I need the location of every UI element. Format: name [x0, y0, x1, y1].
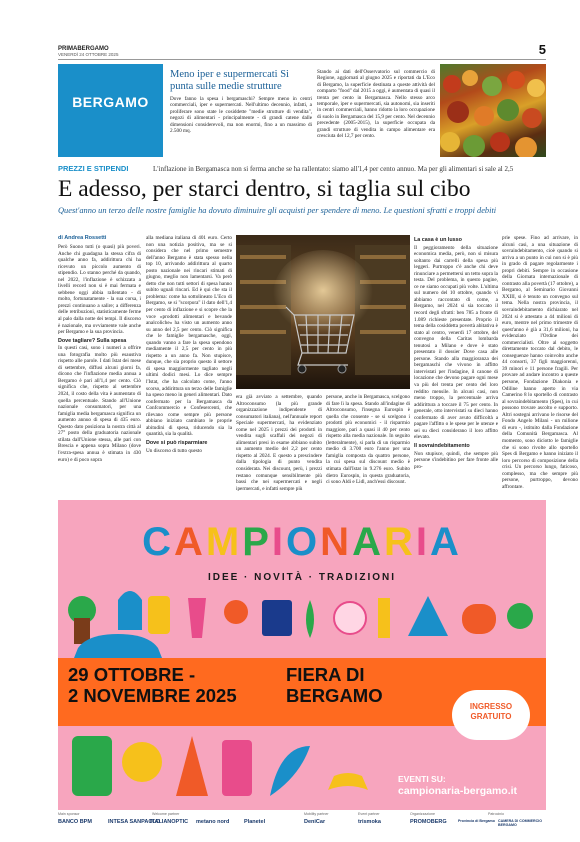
sponsor-logo: ITALIANOPTIC: [150, 819, 189, 825]
article-column-5: [414, 235, 498, 470]
article-column-2: [146, 235, 232, 454]
ad-events-label: EVENTI SU:: [398, 774, 446, 784]
sponsor-category: Welcome partner: [152, 812, 180, 816]
sponsor-logo: DeniCar: [304, 819, 326, 825]
guitar-illustration: [334, 602, 366, 634]
paragraph: Però Suono tutti (o quasi) più poveri. Anche chi guadagna la stessa cifra di qualche anno fa, addirittura chi ha ricevuto un piccolo aumento di stipendio. Lo stanno perché da quando, nel 2022, l'inflazione è schizzata a livelli record non si è mai fermata e sebbene oggi abbia rallentato - di molto, fortunatamente - la sua corsa, i prezzi continuano a salire; a differenza delle retribuzioni, statisticamente ferme al palo dalla notte dei tempi. Il discorso è nazionale, ma ovviamente vale anche per Bergamo e la sua provincia.: [58, 244, 141, 336]
lamp-illustration: [118, 591, 142, 630]
free-entry-line-1: INGRESSO: [469, 702, 513, 711]
campionaria-advertisement[interactable]: [58, 500, 546, 810]
paragraph: In questi casi, sono i numeri a offrire una fotografia molto più esaustiva rispetto alle parole. I dati Istat dei mese di settembre, diffusi alcuni giorni fa, dicono che l'inflazione media annua a Bergamo è pari all'1,4 per cento. Ciò significa che, rispetto al settembre 2024, il costo della vita è aumentato di quella percentuale. Stando all'Unione nazionale consumatori, per una famiglia media bergamasca significa un aumento annuo di spesa di 435 euro. Questo dato posiziona la nostra città al 27° posto della graduatoria nazionale stilata dall'Unione stessa, alle pari con Brescia e appena sopra Milano (dove l'extra-spesa annua è stimata in 430 euro) e di poco sopra: [58, 345, 141, 463]
bag-illustration: [462, 604, 496, 634]
article-column-1: [58, 244, 141, 463]
ad-title-letter: A: [429, 520, 462, 564]
ad-website-link[interactable]: campionaria-bergamo.it: [398, 785, 518, 797]
article-column-3: [236, 394, 322, 492]
byline: di Andrea Rossetti: [58, 235, 107, 241]
free-entry-line-2: GRATUITO: [470, 712, 512, 721]
ad-title: [58, 520, 546, 565]
section-subheading: Dove tagliare? Sulla spesa: [58, 337, 127, 344]
ad-dates-line-2: 2 NOVEMBRE 2025: [68, 685, 237, 706]
ad-venue-line-1: FIERA DI: [286, 664, 365, 685]
ad-title-letter: P: [242, 520, 272, 564]
sponsor-logo: PROMOBERG: [410, 819, 447, 825]
shopping-cart-photo: [236, 235, 410, 389]
article-column-4: [326, 394, 410, 486]
masthead: [58, 44, 546, 58]
section-subheading: Il sovraindebitamento: [414, 442, 470, 449]
ad-dates-line-1: 29 OTTOBRE -: [68, 664, 196, 685]
sponsor-strip: [58, 812, 546, 834]
section-box: [58, 64, 163, 157]
feature-column-2: Stando ai dati dell'Osservatorio sul commercio di Regione, aggiornati al giugno 2025 e riportati da L'Eco di Bergamo, la superficie destinata a queste attività del comparto "food" dal 2015 a oggi, è aumentata di quasi il trenta per cento in Bergamasca. Nello stesso arco temporale, iper e supermercati, sia autonomi, sia inseriti in centri commerciali, hanno ridotto la loro occupazione di suolo in Bergamasca del 15,9 per cento. Nel decennio precedente (2005-2015), la superficie occupata da grandi strutture di vendita in campo alimentare era cresciuta del 12,7 per cento.: [317, 69, 435, 140]
shopping-cart-photo-art: [236, 235, 410, 389]
sponsor-category: Main sponsor: [58, 812, 80, 816]
dress-illustration: [188, 598, 206, 638]
paragraph: era già avviato a settembre, quando Altroconsumo (la più grande organizzazione indipendente di consumatori italiana), nell'annuale report Speciale supermercati, ha evidenziato come nel 2025 i prezzi dei prodotti in vendita sugli scaffali dei negozi di alimentari presi in esame abbiano subito un aumento medio del 2,2 per cento rispetto al 2024. E questo a prescindere dalla tipologia di punto vendita considerata. Nei discount, perù, i prezzi restano comunque sensibilmente più bassi che nei supermercati e negli ipermercati, e infatti sempre più: [236, 394, 322, 492]
ad-title-letter: I: [271, 520, 287, 564]
paragraph: Un discorso di tutto questo: [146, 447, 202, 454]
publication-date: VENERDÌ 24 OTTOBRE 2025: [58, 52, 119, 57]
section-label: BERGAMO: [72, 94, 149, 110]
sponsor-logo: CAMERA DI COMMERCIO BERGAMO: [498, 819, 542, 827]
main-subheadline: Quest'anno un terzo delle nostre famiglie ha dovuto diminuire gli acquisti per spendere di meno. Le questioni sfratti e troppi debiti: [58, 206, 497, 215]
ad-title-letter: M: [205, 520, 243, 564]
sponsor-category: Patrocinio: [488, 812, 504, 816]
paragraph: persone, anche in Bergamasca, scelgono di fare lì la spesa. Stando all'indagine di Altroconsumo, l'insegna Eurospin è quella che consente - se si scelgono i prodotti più economici - il risparmio maggiore, pari a quasi il 40 per cento rispetto alla media nazionale. In seguito (letteralmente), si parla di un risparmio medio di 3.700 euro l'anno per una famiglia composta da quattro persone, la cui spesa sul discount medio è stimata dall'Istat in 9.276 euro. Subito dietro Eurospin, in questa graduatoria, ci sono Aldi e Lidl, anch'essi discount.: [326, 394, 410, 486]
publication-name: PRIMABERGAMO: [58, 46, 109, 52]
sponsor-category: Mobility partner: [304, 812, 329, 816]
ad-tagline: IDEE · NOVITÀ · TRADIZIONI: [207, 572, 397, 583]
free-entry-badge: [452, 690, 530, 740]
ad-dates: [68, 664, 237, 706]
kicker-text: L'inflazione in Bergamasca non si ferma anche se ha rallentato: siamo all'1,4 per cento annuo. Ma per gli alimentari si sale al 2,5: [153, 164, 514, 173]
sponsor-logo: BANCO BPM: [58, 819, 92, 825]
ad-title-letter: O: [286, 520, 321, 564]
ad-title-letter: A: [174, 520, 206, 564]
main-headline: E adesso, per starci dentro, si taglia sul cibo: [58, 176, 471, 202]
page-number: 5: [538, 42, 546, 57]
feature-headline: Meno iper e supermercati Si punta sulle medie strutture: [170, 69, 289, 92]
paragraph: prie spese. Fino ad arrivare, in alcuni casi, a una situazione di sovraindebitamento, cioè quando si arriva a un punto in cui non si è più in grado di pagare regolarmente i propri debiti. Sempre in occasione della Giornata internazionale di contrasto alla povertà (17 ottobre), a Bergamo, al Seminario Giovanni XXIII, si è tenuto un convegno sul tema. Nella nostra provincia, il sovraindebitamento dichiarato nel 2024 si è attestato a 44 milioni di euro, mentre nel primo trimestre di quest'anno è già a 31,6 milioni, ha evidenziato l'Ordine dei commercialisti. Oltre al soggetto direttamente toccato dal debito, le conseguenze hanno coinvolto anche 44 consorti, 37 figli maggiorenni, 39 minori e 11 persone fragili. Per provare ad andare incontro a queste persone, Fondazione Diakonia e Odiline hanno aperto in via Camerino 8 lo sportello di contrasto al sovraindebitamento (Spes), in cui possono trovare ascolto e supporto. Altri sostegni arrivano le risorse del Fondo Angelo Milani - un milione di euro -, istituito dalla Fondazione della Comunità Bergamasca. Al momento, sono diciotto le famiglie che si sono rivolte allo sportello Spes di Bergamo e hanno iniziato il loro percorso di composizione della crisi. Un percorso lungo, faticoso, complesso, ma che sempre più persone, purtroppo, devono affrontare.: [502, 235, 578, 490]
bottle-illustration: [148, 596, 170, 634]
section-subheading: Dove si può risparmiare: [146, 439, 208, 446]
shoe-illustration: [328, 773, 368, 790]
feature-column-1: Dove fanno la spesa i bergamaschi? Sempre meno in centri commerciali, iper e supermercati. Nell'ultimo decennio, infatti, a proliferare sono state le cosiddette "medie strutture di vendita", negozi di alimentari - principalmente - di grandi catene dalle dimensioni considerevoli, ma non enormi, fino a un massimo di 2.500 mq.: [170, 96, 312, 135]
ad-title-letter: N: [320, 520, 353, 564]
sponsor-logo: metano nord: [196, 819, 230, 825]
fruit-illustration: [224, 600, 248, 624]
produce-photo-art: [440, 64, 546, 157]
kicker-label: PREZZI E STIPENDI: [58, 164, 129, 173]
ad-venue: [286, 664, 383, 706]
paragraph: alla mediana italiana di 401 euro. Certo non una notizia positiva, ma se si considera che nel primo semestre dell'anno Bergamo è stata spesso nella top 10, arrivando addirittura al quarto posto nazionale nei rincari stimati di giugno, meglio non lamentarsi. Va però detto che non tutti settori di spesa hanno subìto uguali rincari. Ed è qui che sta il problema: come ha sottolineato L'Eco di Bergamo, se si "scorpora" il dato dell'1,4 per cento di inflazione e si scopre che la voce «prodotti alimentari e bevande analcoliche» ha visto un aumento anno su anno del 2,5 per cento. Ciò significa che le famiglie bergamasche, oggi, quando vanno a fare la spesa spendono mediamente il 2,5 per cento in più rispetto a un anno fa. Non stupisce, dunque, che sia proprio questo il settore di spesa maggiormente tagliato negli ultimi dodici mesi. Lo dice sempre l'Istat, che ha calcolato come, l'anno scorso, addirittura un terzo delle famiglie ha speso meno in generi alimentari. Dato confermato per la Bergamasca da Confcommercio e Confesercenti, che rilevano come sempre più persone abbiano iniziato cambiato le proprie abitudini di spesa, riducendo sia la quantità, sia la qualità.: [146, 235, 232, 438]
article-column-6: [502, 235, 578, 490]
sponsor-category: Event partner: [358, 812, 380, 816]
sponsor-logo: Provincia di Bergamo: [458, 819, 495, 823]
box-illustration: [262, 600, 292, 636]
ad-venue-line-2: BERGAMO: [286, 685, 383, 706]
ad-title-letter: R: [383, 520, 416, 564]
paragraph: Non stupisce, quindi, che sempre più persone s'indebitino per fare fronte alle pro-: [414, 450, 498, 470]
kicker-row: [58, 164, 546, 176]
section-subheading: La casa è un lusso: [414, 237, 462, 243]
sponsor-logo: INTESA SANPAOLO: [108, 819, 161, 825]
produce-photo: [440, 64, 546, 157]
top-rule: [58, 59, 546, 60]
paragraph: Il peggioramento della situazione economica media, però, non si misura soltanto dai carrelli della spesa più leggeri. Purtroppo c'è anche chi deve rinunciare a permettersi un tetto sopra la testa. Del problema, in questo pagine, ce ne siamo occupati più volte. L'ultima sul numero del 10 ottobre, quando vi abbiamo raccontato di come, a Bergamo, nel 2024 si sia toccato il record degli sfratti: ben 785 a fronte di 1.089 richieste presentate. Proprio il tema della cosiddetta povertà abitativa è stato al centro, venerdì 17 ottobre, del convegno della Caritas lombarda tenutosi a Milano e dove è stato presentato il dossier Dove casa alle persone. Stando alla maggioranza dei bergamaschi che vivono in affitto intervistati per l'indagine, il canone di locazione che devono pagare ogni mese va più del trenta per cento del loro reddito mensile. In alcuni casi, non meno troppo, la percentuale arriva addirittura a toccare il 75 per cento. In generale, otto intervistati su dieci hanno confermato di aver avuto difficoltà a pagare l'affitto o le spese per le utenze e sei su dieci considerano il loro affitto elevato.: [414, 244, 498, 441]
sponsor-logo: trismoka: [358, 819, 381, 825]
free-entry-text: [452, 702, 530, 722]
ad-title-letter: A: [352, 520, 384, 564]
ad-title-letter: I: [415, 520, 430, 564]
ad-title-letter: C: [142, 520, 175, 564]
sponsor-logo: Planetel: [244, 819, 266, 825]
sponsor-category: Organizzazione: [410, 812, 435, 816]
